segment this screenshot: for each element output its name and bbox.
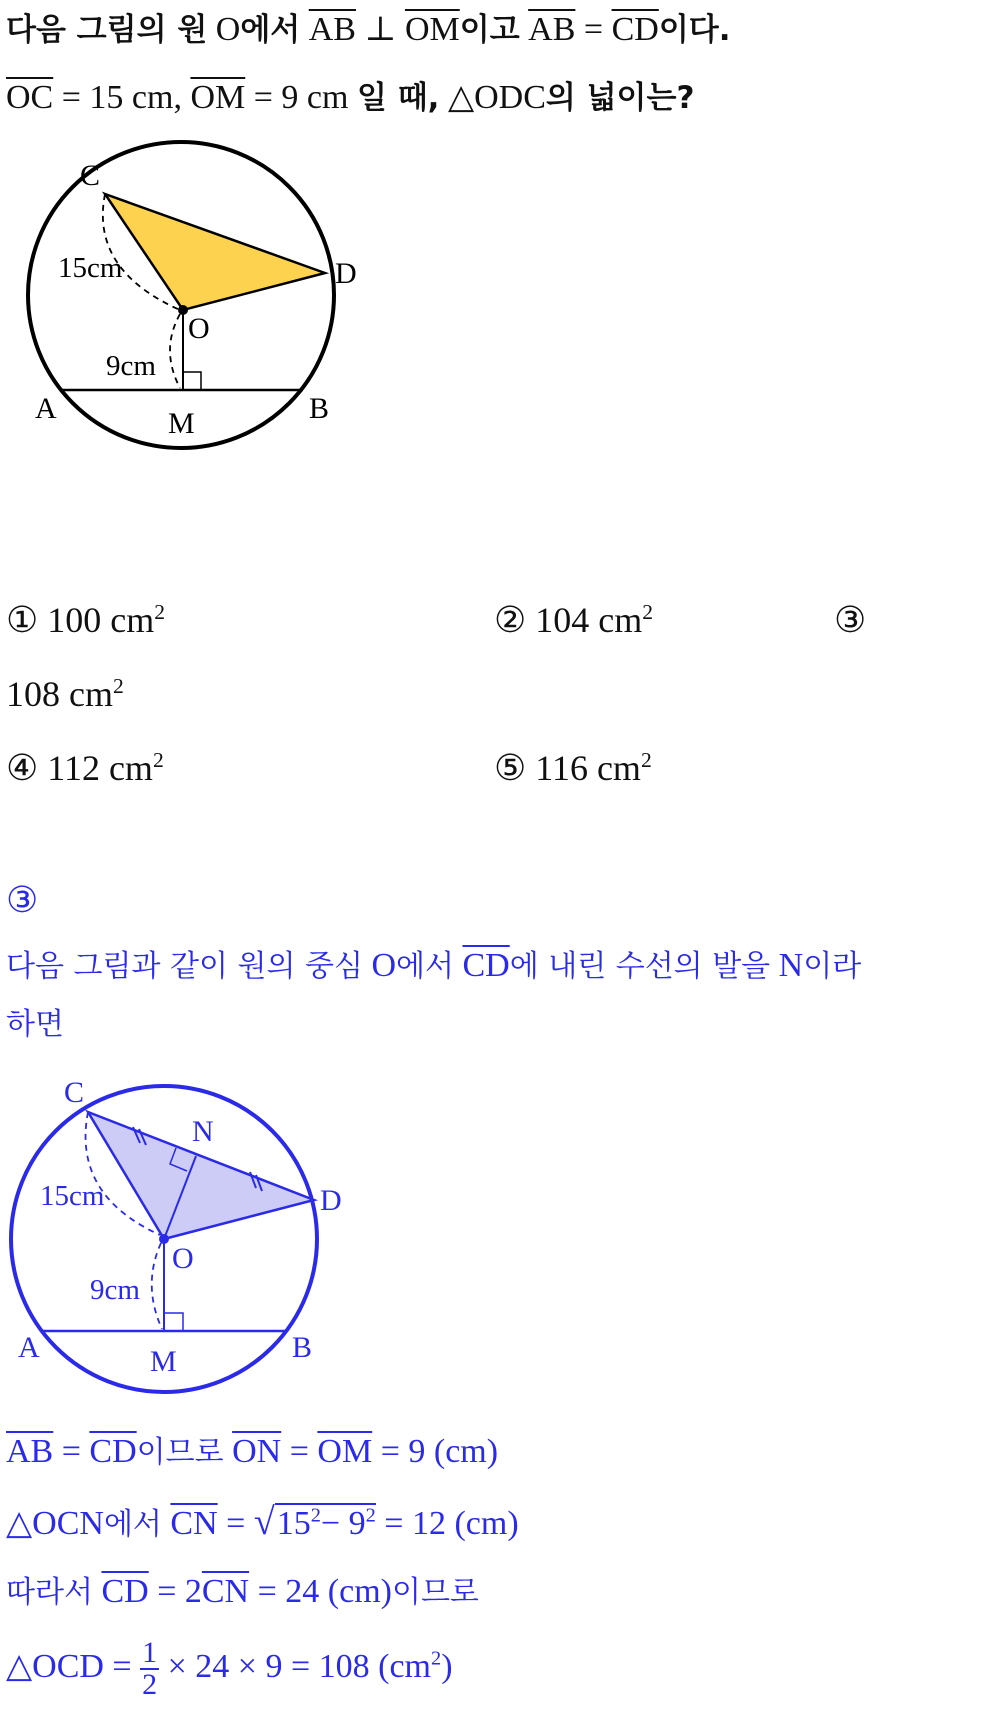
q-math: = 9 cm — [253, 79, 349, 116]
label-o: O — [188, 312, 210, 345]
option-1[interactable] — [6, 598, 165, 642]
option-5[interactable] — [494, 746, 652, 790]
label-om-length: 9cm — [106, 350, 156, 382]
option-exp: 2 — [154, 600, 166, 624]
q-text: 일 때, — [356, 80, 440, 116]
a-text: 이라 — [803, 949, 862, 984]
label-m: M — [168, 407, 195, 440]
segment-on: $\overline{ON}$ — [232, 1433, 282, 1470]
equals-symbol: = — [583, 11, 604, 48]
segment-cd: $\overline{CD}$ — [611, 11, 659, 48]
q-math: O — [215, 11, 241, 48]
option-num: ⑤ — [494, 748, 527, 788]
solution-step-1 — [6, 1430, 498, 1475]
figure-circle-2 — [0, 1075, 360, 1405]
dashed-brace-om — [170, 314, 180, 388]
solution-step-4 — [6, 1632, 453, 1702]
segment-cd: $\overline{CD}$ — [89, 1433, 137, 1470]
a-math: N — [778, 947, 804, 984]
segment-ab: $\overline{AB}$ — [308, 11, 356, 48]
answer-mark: ③ — [6, 880, 39, 920]
option-value: 112 cm — [47, 748, 153, 788]
q-text: 이다. — [658, 12, 731, 48]
label-d: D — [335, 257, 357, 290]
segment-om: $\overline{OM}$ — [317, 1433, 373, 1470]
option-value: 104 cm — [535, 600, 643, 640]
label-m: M — [150, 1345, 177, 1378]
a-math: = 24 (cm) — [257, 1573, 392, 1610]
label-om-length: 9cm — [90, 1274, 140, 1306]
triangle-ocn: △OCN — [6, 1505, 104, 1542]
label-d: D — [320, 1184, 342, 1217]
equals-symbol: = — [289, 1433, 309, 1470]
option-value: 108 cm — [6, 674, 113, 714]
option-value: 116 cm — [535, 748, 641, 788]
center-point — [159, 1234, 169, 1244]
option-value: 100 cm — [47, 600, 155, 640]
label-b: B — [309, 392, 330, 425]
label-c: C — [64, 1076, 85, 1109]
answer-intro-line-2 — [6, 1002, 64, 1047]
label-b: B — [292, 1331, 313, 1364]
q-text: 이고 — [459, 12, 520, 48]
option-exp: 2 — [152, 748, 164, 772]
label-o: O — [172, 1242, 194, 1275]
option-exp: 2 — [640, 748, 652, 772]
segment-om: $\overline{OM}$ — [190, 79, 246, 116]
dashed-brace-om — [152, 1243, 162, 1329]
a-text: 이므로 — [391, 1575, 479, 1610]
a-text: 다음 그림과 같이 원의 중심 — [6, 949, 363, 984]
triangle-ocd-shaded — [105, 194, 325, 310]
segment-om: $\overline{OM}$ — [404, 11, 460, 48]
label-a: A — [35, 392, 57, 425]
figure-circle-1 — [0, 150, 360, 480]
question-line-1 — [6, 8, 730, 52]
segment-cd: $\overline{CD}$ — [101, 1573, 149, 1610]
segment-cd: $\overline{CD}$ — [462, 947, 510, 984]
segment-oc: $\overline{OC}$ — [6, 79, 54, 116]
a-exp: 2 — [431, 1647, 442, 1670]
label-oc-length: 15cm — [40, 1180, 105, 1212]
solution-step-3 — [6, 1570, 479, 1615]
perp-symbol: ⊥ — [364, 11, 397, 48]
a-text: 하면 — [6, 1007, 64, 1042]
triangle-odc: △ODC — [447, 79, 546, 116]
label-a: A — [18, 1331, 40, 1364]
q-text: 의 넓이는? — [545, 80, 695, 116]
label-c: C — [80, 159, 101, 192]
center-point — [178, 305, 188, 315]
q-text: 에서 — [240, 12, 301, 48]
option-3-num[interactable] — [834, 598, 866, 642]
right-angle-mark-m — [164, 1313, 183, 1331]
a-math: O — [371, 947, 396, 984]
option-4[interactable] — [6, 746, 164, 790]
a-text: 에 내린 수선의 발을 — [509, 949, 771, 984]
a-text: 이므로 — [136, 1435, 224, 1470]
label-n: N — [192, 1115, 214, 1148]
option-3-value[interactable] — [6, 672, 124, 716]
option-num: ② — [494, 600, 527, 640]
segment-ab: $\overline{AB}$ — [528, 11, 576, 48]
sqrt-symbol: √ — [253, 1501, 275, 1543]
option-2[interactable] — [494, 598, 653, 642]
a-math: = 9 (cm) — [380, 1433, 499, 1470]
option-num: ③ — [834, 600, 867, 640]
a-math: × 24 × 9 = 108 (cm — [167, 1648, 431, 1685]
equals-symbol: = — [61, 1433, 81, 1470]
a-math: = 2 — [157, 1573, 202, 1610]
option-num: ① — [6, 600, 39, 640]
option-exp: 2 — [642, 600, 654, 624]
a-text: 따라서 — [6, 1575, 93, 1610]
segment-cn: $\overline{CN}$ — [201, 1573, 250, 1610]
segment-ab: $\overline{AB}$ — [6, 1433, 54, 1470]
q-text: 다음 그림의 원 — [6, 12, 208, 48]
option-num: ④ — [6, 748, 39, 788]
right-angle-mark — [183, 372, 201, 390]
a-math: = 12 (cm) — [384, 1505, 519, 1542]
a-text: 에서 — [103, 1507, 162, 1542]
fraction-half: $\frac{1}{2}$ — [142, 1636, 158, 1702]
solution-step-2 — [6, 1500, 519, 1547]
label-oc-length: 15cm — [58, 252, 123, 284]
q-math: = 15 cm, — [61, 79, 182, 116]
a-text: 에서 — [396, 949, 454, 984]
a-math: ) — [441, 1648, 453, 1685]
answer-intro-line-1 — [6, 944, 861, 989]
sqrt-body: $15^2- 9^2$ — [276, 1504, 376, 1542]
equals-symbol: = — [226, 1505, 246, 1542]
segment-cn: $\overline{CN}$ — [170, 1505, 218, 1542]
triangle-ocd-area: △OCD = — [6, 1648, 132, 1685]
option-exp: 2 — [112, 674, 124, 698]
question-line-2 — [6, 76, 694, 120]
